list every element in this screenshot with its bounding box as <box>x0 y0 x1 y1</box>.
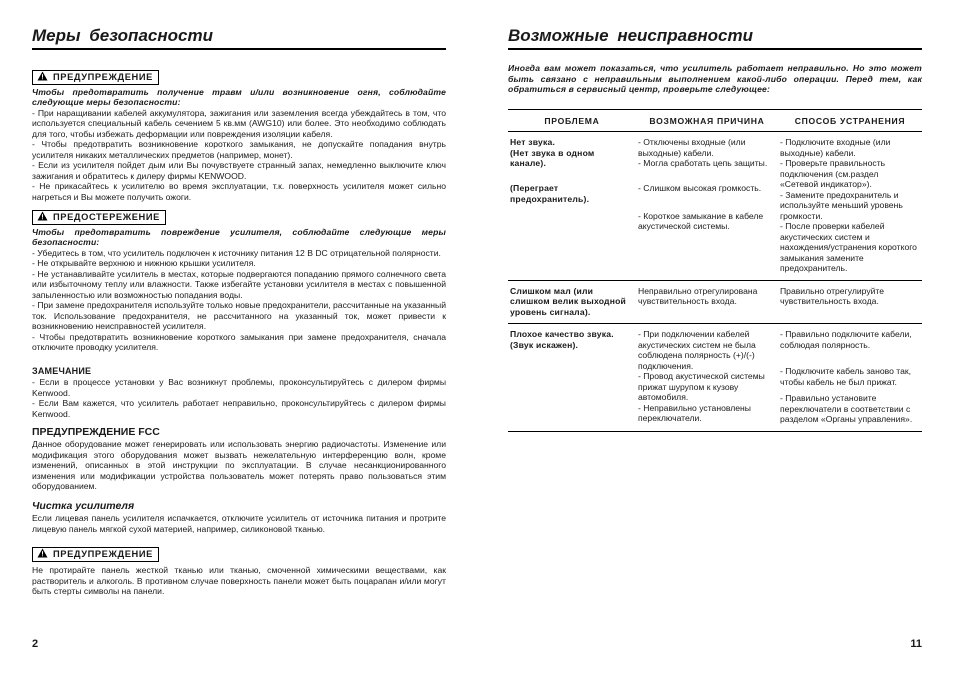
warning-items <box>32 108 446 203</box>
caution-item: - Чтобы предотвратить возникновение короткого замыкания при замене предохранителя, сначала отключите проводку усилителя. <box>32 331 446 353</box>
caution-item: - Убедитесь в том, что усилитель подключен к источнику питания 12 В DC отрицательной полярности. <box>32 247 441 258</box>
warning-triangle-icon <box>37 211 48 221</box>
remedy-text: - Подключите входные (или выходные) кабели. <box>780 137 891 158</box>
caution-item: - При замене предохранителя используйте только новые предохранители, рассчитанные на указанный ток. Использование предохранителя, не рассчитанного на указанный ток, может привести к возникновению неисправностей усилителя. <box>32 300 446 332</box>
page-number-right: 11 <box>910 638 922 650</box>
caution-badge: ПРЕДОСТЕРЕЖЕНИЕ <box>32 210 166 225</box>
remedy-text: - Правильно установите переключатели в соответствии с разделом «Органы управления». <box>780 393 913 424</box>
problem-text: (Переграет предохранитель). <box>510 183 590 204</box>
warning-badge: ПРЕДУПРЕЖДЕНИЕ <box>32 70 159 85</box>
page-title-safety: Меры безопасности <box>32 25 446 50</box>
cause-text: - Могла сработать цепь защиты. <box>638 158 768 168</box>
column-header-cause: ВОЗМОЖНАЯ ПРИЧИНА <box>636 110 778 132</box>
remedy-text: - После проверки кабелей акустических систем и нахождения/устранения короткого замыкания замените предохранитель. <box>780 221 917 273</box>
remedy-text: - Правильно подключите кабели, соблюдая полярность. <box>780 329 912 350</box>
table-row <box>508 280 922 324</box>
table-header-row <box>508 110 922 132</box>
cause-text: - При подключении кабелей акустических систем не была соблюдена полярность (+)/(-) подключения. <box>638 329 756 371</box>
cause-cell <box>636 324 778 432</box>
problem-cell <box>508 280 636 324</box>
problem-cell <box>508 132 636 281</box>
cause-cell <box>636 280 778 324</box>
fcc-text: Данное оборудование может генерировать или использовать энергию радиочастоты. Изменение или модификация этого оборудования может вызвать нежелательную интерференцию волн, кроме изменений, описанных в этой инструкции по эксплуатации. В случае несанкционированного изменения или модификации устройства пользователь может потерять право пользоваться этим оборудованием. <box>32 439 446 491</box>
cause-text: Неправильно отрегулирована чувствительность входа. <box>638 285 758 306</box>
troubleshooting-table <box>508 109 922 432</box>
caution-items <box>32 248 446 353</box>
warning-badge: ПРЕДУПРЕЖДЕНИЕ <box>32 547 159 562</box>
caution-item: - Не открывайте верхнюю и нижнюю крышки усилителя. <box>32 258 256 269</box>
caution-section <box>32 207 446 353</box>
warning-item: - Если из усилителя пойдет дым или Вы почувствуете странный запах, немедленно выключите ключ зажигания и обратитесь к дилеру фирмы KENWOOD. <box>32 160 446 181</box>
cleaning-text: Если лицевая панель усилителя испачкается, отключите усилитель от источника питания и протрите лицевую панель мягкой сухой материей, например, силиконовой тканью. <box>32 513 446 534</box>
note-item: - Если Вам кажется, что усилитель работает неправильно, проконсультируйтесь с дилером фирмы Kenwood. <box>32 398 446 419</box>
cleaning-heading: Чистка усилителя <box>32 500 135 512</box>
caution-lead-text: Чтобы предотвратить повреждение усилителя, соблюдайте следующие меры безопасности: <box>32 227 446 248</box>
cause-text: - Провод акустической системы прижат шурупом к кузову автомобиля. <box>638 371 765 402</box>
cause-text: - Отключены входные (или выходные) кабели. <box>638 137 746 158</box>
page-title-troubleshooting: Возможные неисправности <box>508 25 922 50</box>
remedy-cell <box>778 132 922 281</box>
cause-text: - Короткое замыкание в кабеле акустической системы. <box>638 210 764 231</box>
note-item: - Если в процессе установки у Вас возникнут проблемы, проконсультируйтесь с дилером фирмы Kenwood. <box>32 377 446 398</box>
cleaning-section <box>32 500 446 534</box>
remedy-cell <box>778 280 922 324</box>
warning-item: - При наращивании кабелей аккумулятора, зажигания или заземления всегда убеждайтесь в том, что используется специальный кабель сечением 5 кв.мм (AWG10) или более. Это необходимо соблюдать для того, чтобы избежать деформации или повреждения изоляции кабеля. <box>32 107 446 139</box>
table-row <box>508 132 922 281</box>
warning2-text: Не протирайте панель жесткой тканью или тканью, смоченной химическими веществами, как растворитель и алкоголь. В противном случае поверхность панели может быть поцарапан и/или могут быть стерты символы на панели. <box>32 565 446 596</box>
cause-text: - Неправильно установлены переключатели. <box>638 402 751 423</box>
warning-item: - Не прикасайтесь к усилителю во время эксплуатации, т.к. поверхность усилителя может сильно нагреться и Вы можете получить ожоги. <box>32 181 446 202</box>
problem-cell <box>508 324 636 432</box>
remedy-text: - Проверьте правильность подключения (см.раздел «Сетевой индикатор»). <box>780 158 886 189</box>
problem-text: Плохое качество звука. (Звук искажен). <box>510 329 614 350</box>
warning-triangle-icon <box>37 548 48 558</box>
remedy-text: Правильно отрегулируйте чувствительность входа. <box>780 285 885 306</box>
left-page <box>32 0 446 675</box>
fcc-heading: ПРЕДУПРЕЖДЕНИЕ FCC <box>32 426 160 438</box>
problem-text: (Нет звука в одном канале). <box>510 147 595 168</box>
note-section <box>32 366 446 419</box>
page-number-left: 2 <box>32 638 39 650</box>
warning-triangle-icon <box>37 71 48 81</box>
troubleshooting-table-wrap <box>508 109 922 432</box>
column-header-remedy: СПОСОБ УСТРАНЕНИЯ <box>778 110 922 132</box>
warning-lead-text: Чтобы предотвратить получение травм и/или возникновение огня, соблюдайте следующие меры безопасности: <box>32 87 446 108</box>
cause-cell <box>636 132 778 281</box>
problem-text: Нет звука. <box>510 137 556 147</box>
warning-item: - Чтобы предотвратить возникновение короткого замыкания, не допускайте попадания внутрь усилителя никаких металлических предметов (например, монет). <box>32 139 446 160</box>
cause-text: - Слишком высокая громкость. <box>638 183 762 193</box>
remedy-cell <box>778 324 922 432</box>
problem-text: Слишком мал (или слишком велик выходной уровень сигнала). <box>510 285 627 317</box>
note-items <box>32 377 446 419</box>
fcc-section <box>32 426 446 492</box>
remedy-text: - Замените предохранитель и используйте меньший уровень громкости. <box>780 189 903 221</box>
warning-section-1 <box>32 67 446 202</box>
note-heading: ЗАМЕЧАНИЕ <box>32 366 92 376</box>
table-row <box>508 324 922 432</box>
right-page <box>508 0 922 675</box>
column-header-problem: ПРОБЛЕМА <box>508 110 636 132</box>
troubleshooting-intro <box>508 63 922 95</box>
remedy-text: - Подключите кабель заново так, чтобы кабель не был прижат. <box>780 366 912 387</box>
intro-text: Иногда вам может показаться, что усилитель работает неправильно. Но это может быть связано с неправильным выполнением какой-либо операции. Перед тем, как обратиться в сервисный центр, проверьте следующее: <box>508 63 922 95</box>
caution-item: - Не устанавливайте усилитель в местах, которые подвергаются попаданию прямого солнечного света или избыточному теплу или влажности. Также избегайте установки усилителя в местах с повышенной запыленностью или возможностью попадания воды. <box>32 268 446 300</box>
warning-section-2 <box>32 544 446 597</box>
